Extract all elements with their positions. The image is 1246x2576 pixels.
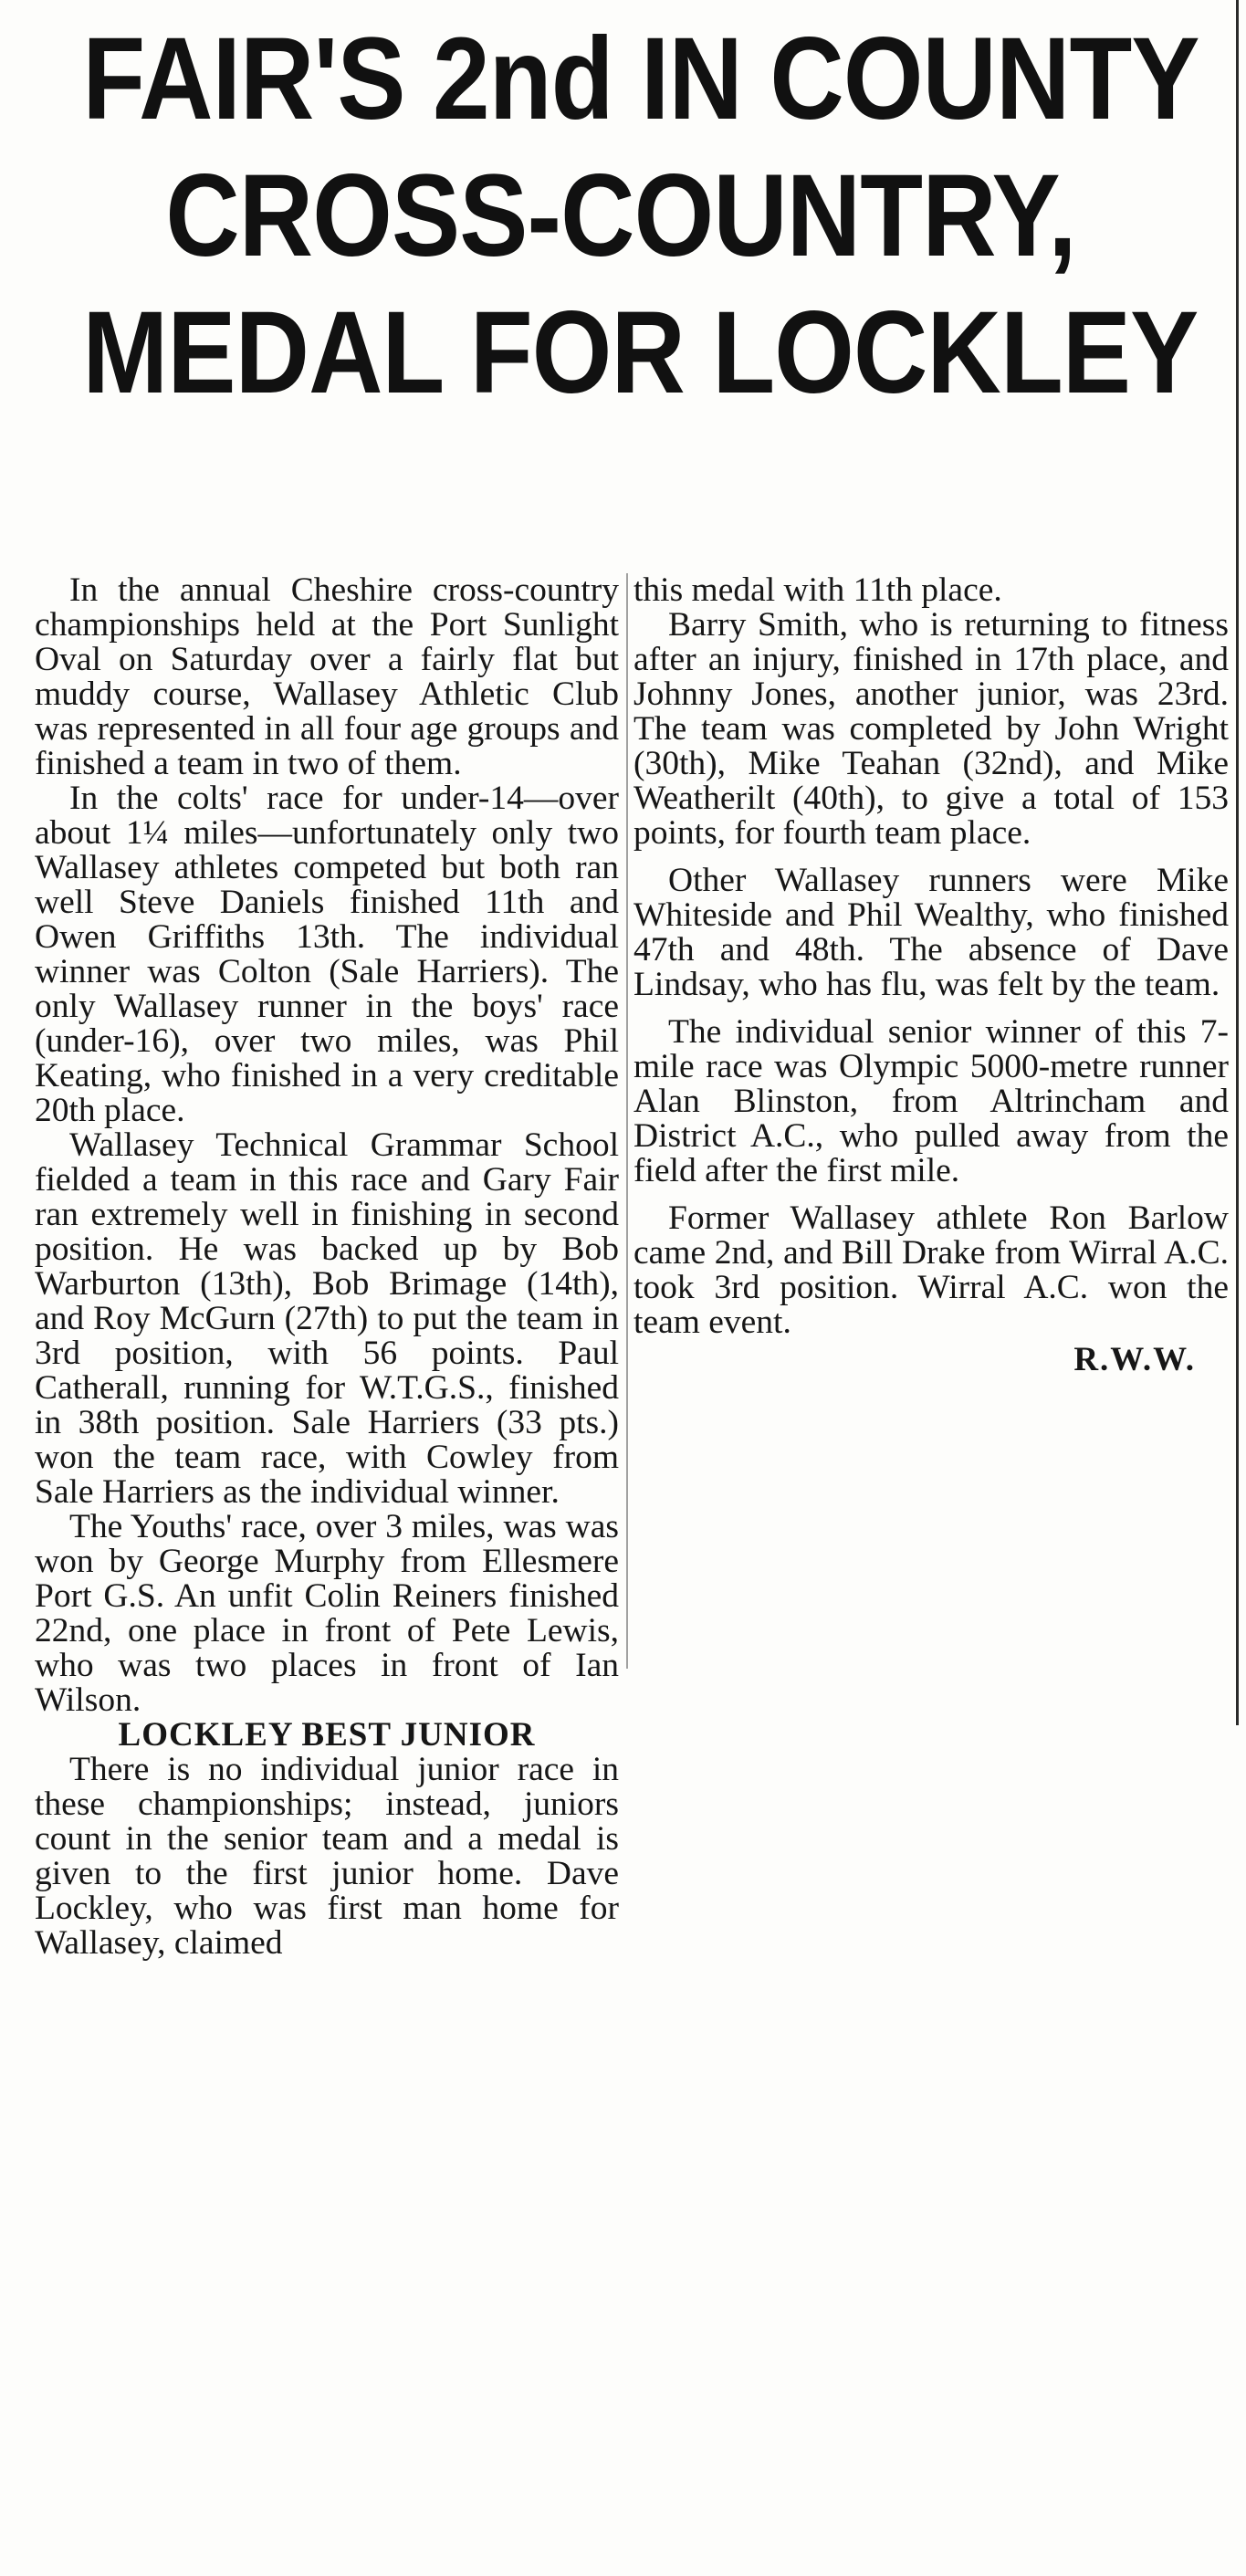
column-divider — [626, 573, 628, 1669]
byline: R.W.W. — [1073, 1341, 1196, 1378]
paragraph: In the colts' race for under-14—over about 1¼ miles—unfortunately only two Wallasey athletes competed but both ran well Steve Daniels finished 11th and Owen Griffiths 13th. The individual winner was Colton (Sale Harriers). The only Wallasey runner in the boys' race (under-16), over two miles, was Phil Keating, who finished in a very creditable 20th place. — [35, 780, 619, 1129]
paragraph: The individual senior winner of this 7-mile race was Olympic 5000-metre runner Alan Blinston, from Altrincham and District A.C., who pulled away from the field after the first mile. — [633, 1013, 1229, 1189]
paragraph: Barry Smith, who is returning to fitness after an injury, finished in 17th place, and Johnny Jones, another junior, was 23rd. The team was completed by John Wright (30th), Mike Teahan (32nd), and Mike Weatherilt (40th), to give a total of 153 points, for fourth team place. — [633, 606, 1229, 852]
paragraph: Wallasey Technical Grammar School fielded a team in this race and Gary Fair ran extremely well in finishing in second position. He was backed up by Bob Warburton (13th), Bob Brimage (14th), and Roy McGurn (27th) to put the team in 3rd position, with 56 points. Paul Catherall, running for W.T.G.S., finished in 38th position. Sale Harriers (33 pts.) won the team race, with Cowley from Sale Harriers as the individual winner. — [35, 1126, 619, 1511]
headline-line-2: CROSS-COUNTRY, — [165, 151, 1076, 281]
paragraph: The Youths' race, over 3 miles, was was won by George Murphy from Ellesmere Port G.S. An unfit Colin Reiners finished 22nd, one place in front of Pete Lewis, who was two places in front of Ian Wilson. — [35, 1508, 619, 1719]
paragraph: this medal with 11th place. — [633, 571, 1002, 609]
subheading: LOCKLEY BEST JUNIOR — [118, 1716, 536, 1754]
paragraph: There is no individual junior race in these championships; instead, juniors count in the senior team and a medal is given to the first junior home. Dave Lockley, who was first man home for Wallasey, claimed — [35, 1751, 619, 1962]
paragraph: Other Wallasey runners were Mike Whiteside and Phil Wealthy, who finished 47th and 48th. The absence of Dave Lindsay, who has flu, was felt by the team. — [633, 862, 1229, 1003]
paragraph: Former Wallasey athlete Ron Barlow came 2nd, and Bill Drake from Wirral A.C. took 3rd position. Wirral A.C. won the team event. — [633, 1199, 1229, 1341]
right-column — [633, 573, 1229, 1380]
headline — [9, 11, 1232, 422]
column-rule — [1236, 0, 1239, 1725]
left-column — [35, 573, 619, 1961]
headline-line-1: FAIR'S 2nd IN COUNTY — [82, 14, 1199, 144]
paragraph: In the annual Cheshire cross-country championships held at the Port Sunlight Oval on Saturday over a fairly flat but muddy course, Wallasey Athletic Club was represented in all four age groups and finished a team in two of them. — [35, 571, 619, 782]
headline-line-3: MEDAL FOR LOCKLEY — [82, 288, 1199, 418]
